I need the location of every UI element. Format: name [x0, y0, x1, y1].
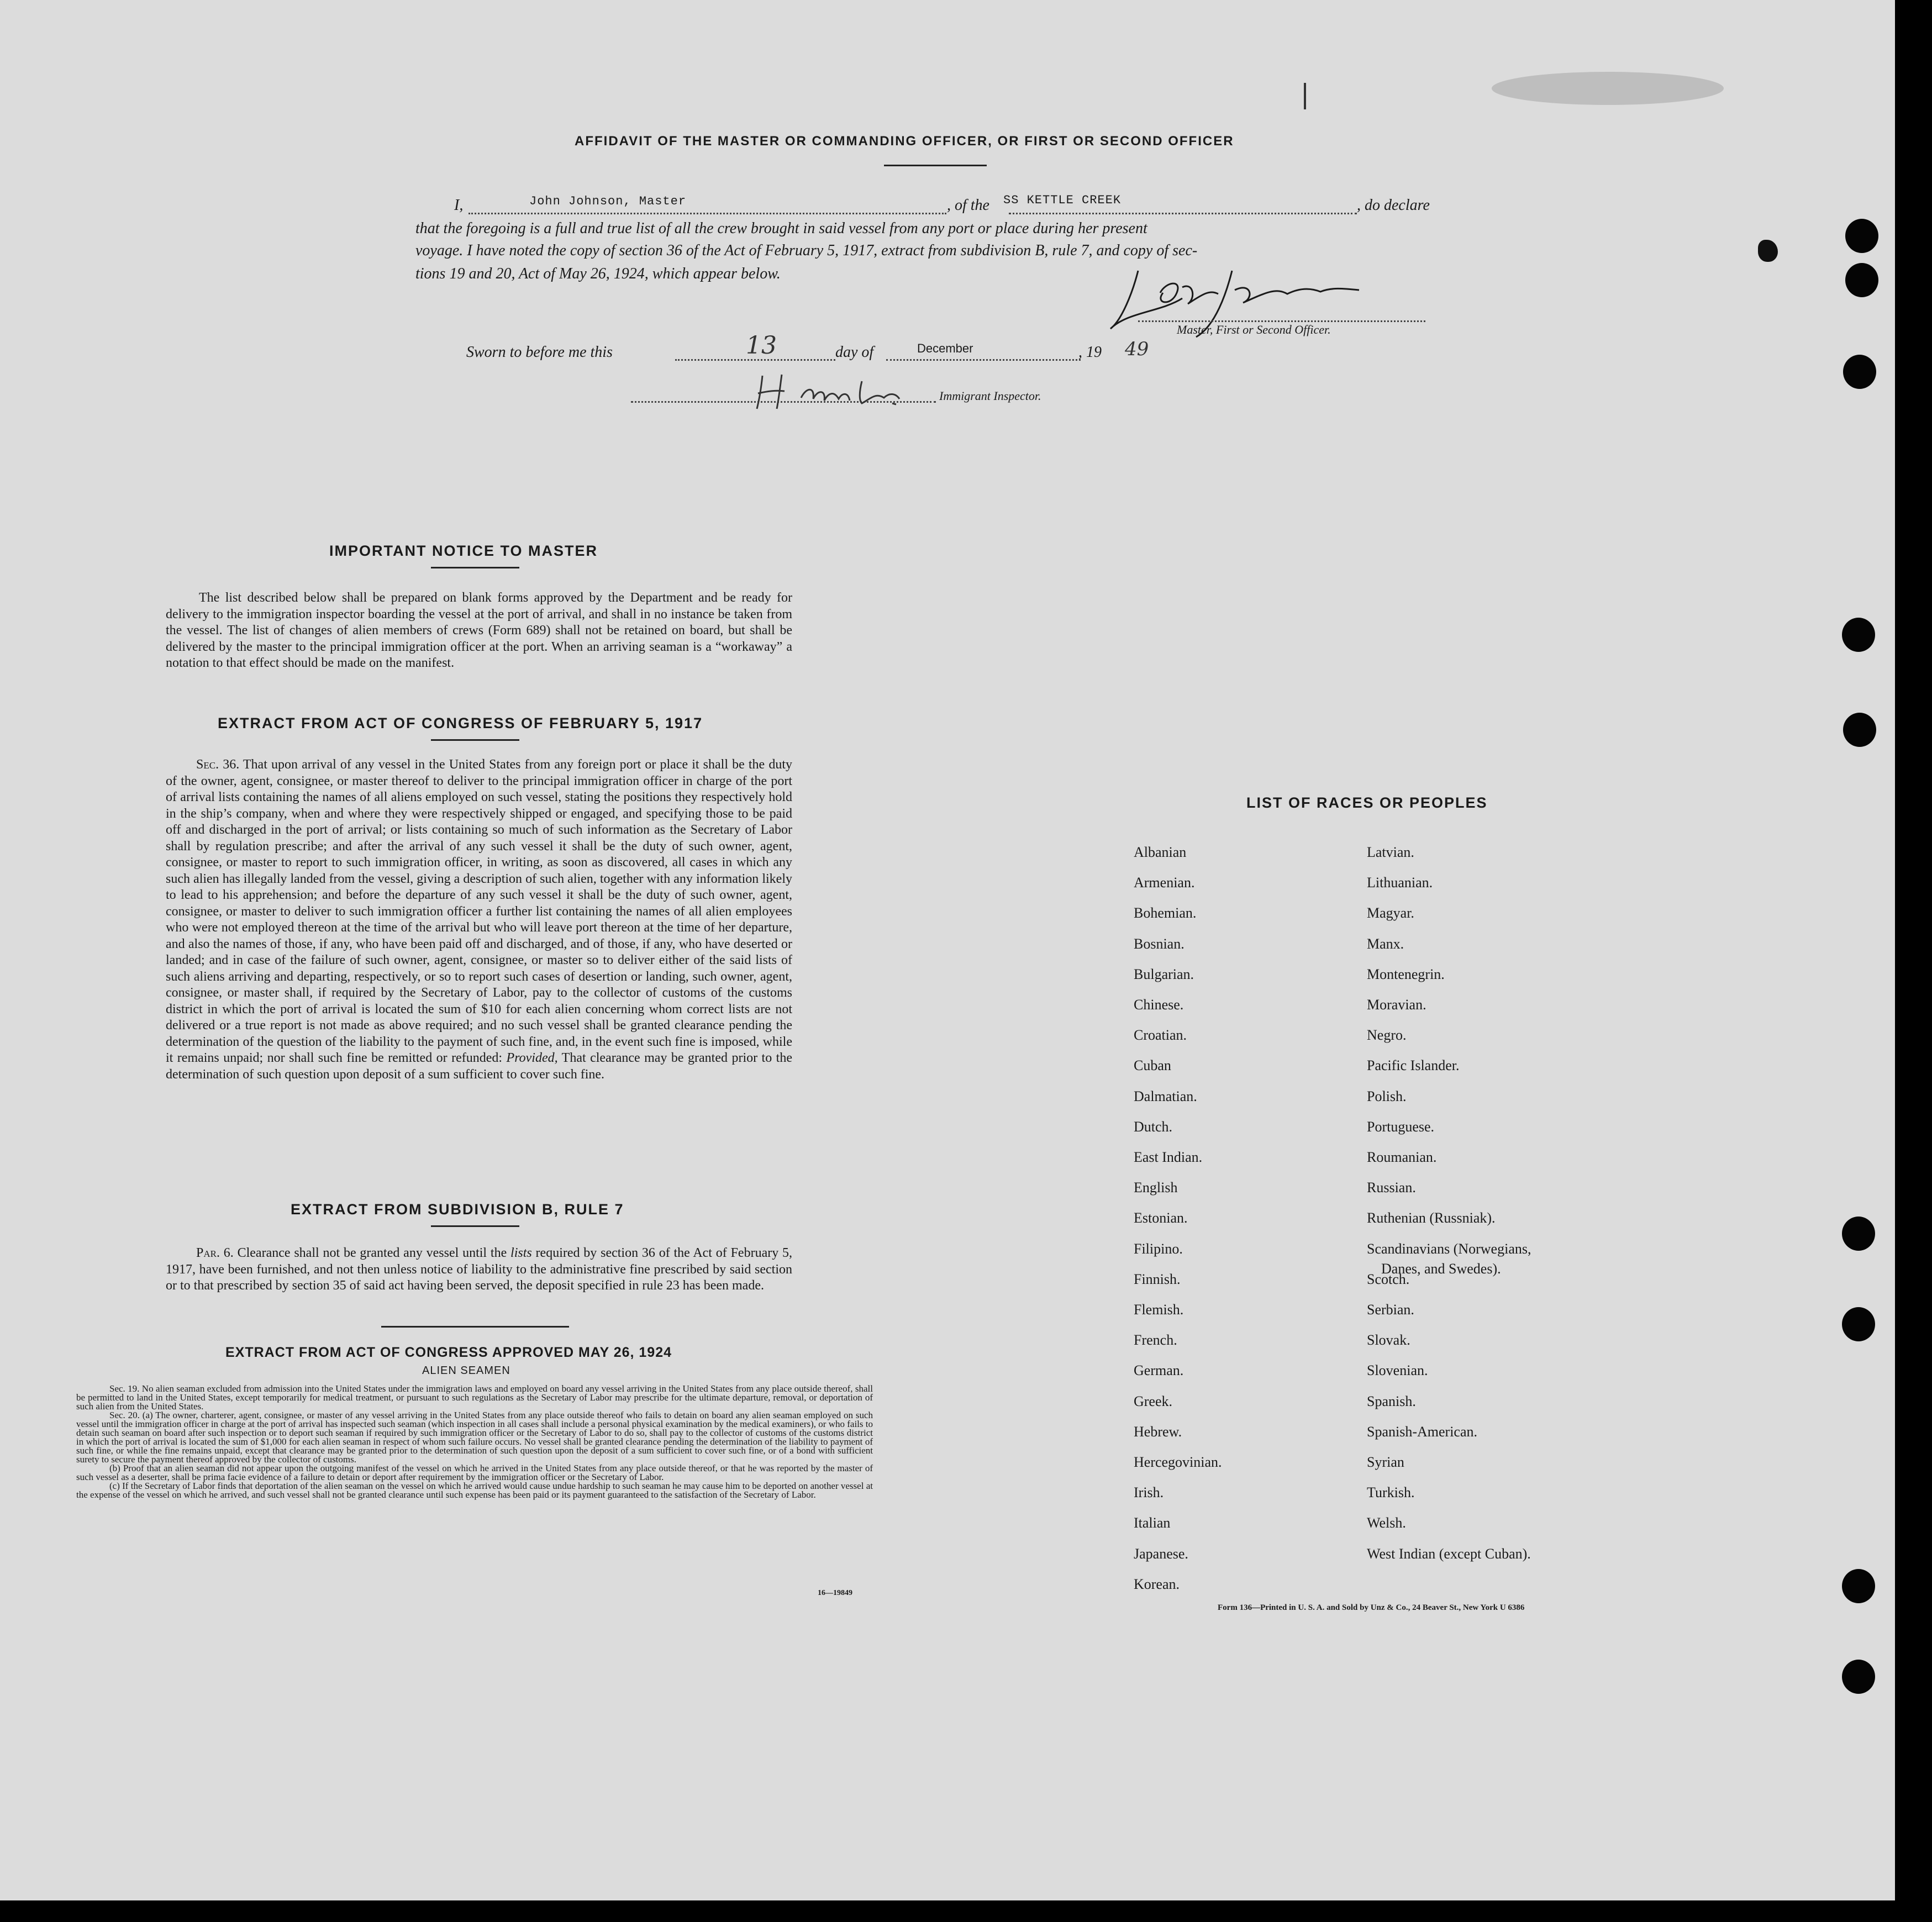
scan-mark [1304, 83, 1306, 109]
race-right-item: Portuguese. [1367, 1118, 1435, 1135]
race-left-item: Cuban [1134, 1057, 1171, 1074]
section-36-body-end: That clearance may be granted prior to the determination of such question upon deposit of a sum sufficient to cover such fine. [166, 1051, 793, 1082]
declare-label: , do declare [1357, 197, 1430, 214]
race-right-item: Negro. [1367, 1027, 1407, 1044]
race-right-item: Russian. [1367, 1179, 1416, 1196]
race-left-item: German. [1134, 1362, 1184, 1379]
master-name-field[interactable]: John Johnson, Master [529, 194, 687, 208]
race-right-item: Serbian. [1367, 1302, 1414, 1318]
inspector-signature [751, 370, 945, 414]
race-right-item: Spanish-American. [1367, 1423, 1478, 1440]
name-line [468, 213, 946, 214]
race-left-item: Hebrew. [1134, 1423, 1182, 1440]
par-6-text [166, 1245, 792, 1294]
punch-hole [1845, 263, 1878, 297]
ink-blot [1758, 240, 1778, 262]
affidavit-line-1: that the foregoing is a full and true list of all the crew brought in said vessel from any port or place during her present [415, 220, 1147, 237]
year-field[interactable]: 49 [1125, 338, 1149, 360]
race-left-item: French. [1134, 1332, 1177, 1349]
race-left-item: Hercegovinian. [1134, 1454, 1222, 1470]
race-right-item: West Indian (except Cuban). [1367, 1545, 1531, 1562]
section-19: Sec. 19. No alien seaman excluded from admission into the United States under the immigration laws and employed on board any vessel arriving in the United States from any place outside thereof, shall be permitted to land in the United States, except temporarily for medical treatment, or pursuant to such regulations as the Secretary of Labor may prescribe for the ultimate departure, removal, or deportation of such alien from the United States. [76, 1383, 873, 1412]
punch-hole [1842, 1569, 1875, 1603]
race-right-item: Magyar. [1367, 905, 1414, 921]
extract-1917-title: EXTRACT FROM ACT OF CONGRESS OF FEBRUARY 5, 1917 [218, 715, 703, 731]
extract-1917-rule [431, 739, 519, 741]
race-left-item: Greek. [1134, 1393, 1173, 1409]
year-prefix: , 19 [1078, 344, 1102, 361]
notice-rule [431, 567, 519, 568]
race-left-item: Flemish. [1134, 1302, 1184, 1318]
affidavit-line-3: tions 19 and 20, Act of May 26, 1924, which appear below. [415, 265, 781, 282]
officer-caption: Master, First or Second Officer. [1177, 323, 1331, 336]
race-left-item: Korean. [1134, 1576, 1180, 1592]
race-right-item: Ruthenian (Russniak). [1367, 1210, 1496, 1226]
section-20a: Sec. 20. (a) The owner, charterer, agent, consignee, or master of any vessel arriving in the United States from any place outside thereof who fails to detain on board any alien seaman employed on such vessel until the immigration officer in charge at the port of arrival has inspected such seaman (which inspection in all cases shall include a personal physical examination by the medical examiners), or who fails to detain such seaman on board after such inspection or to deport such seaman if required by such immigration officer or the Secretary of Labor to do so, shall pay to the collector of customs of the customs district in which the port of arrival is located the sum of $1,000 for each alien seaman in respect of whom such failure occurs. No vessel shall be granted clearance pending the determination of the liability to payment of such fine, or while the fine remains unpaid, except that clearance may be granted prior to the determination of such question upon the deposit of a sum sufficient to cover such fine, or of a bond with sufficient surety to secure the payment thereof approved by the collector of customs. [76, 1410, 873, 1465]
day-of-label: day of [835, 344, 874, 361]
race-right-item: Syrian [1367, 1454, 1404, 1470]
notice-body: The list described below shall be prepared on blank forms approved by the Department and be ready for delivery to the immigration inspector boarding the vessel at the port of arrival, and shall in no instance be taken from the vessel. The list of changes of alien members of crews (Form 689) shall not be retained on board, but shall be delivered by the master to the principal immigration officer at the port. When an arriving seaman is a “workaway” a notation to that effect should be made on the manifest. [166, 591, 792, 670]
race-left-item: Bulgarian. [1134, 966, 1194, 982]
par-6-body-end: required by section 36 of the Act of February 5, 1917, have been furnished, and not then unless notice of liability to the administrative fine prescribed by said section or to that prescribed by section 35 of said act having been served, the deposit specified in rule 23 has been made. [166, 1246, 793, 1293]
race-right-item: Manx. [1367, 935, 1404, 952]
race-left-item: Finnish. [1134, 1271, 1181, 1287]
title-rule [884, 165, 987, 166]
race-right-item: Montenegrin. [1367, 966, 1445, 982]
vessel-line [1009, 213, 1357, 214]
race-left-item: Japanese. [1134, 1545, 1188, 1562]
race-right-item: Slovenian. [1367, 1362, 1428, 1379]
par-6-label: Par. 6. [196, 1246, 234, 1260]
affidavit-title: AFFIDAVIT OF THE MASTER OR COMMANDING OFFICER, OR FIRST OR SECOND OFFICER [575, 134, 1234, 149]
vessel-name-field[interactable]: SS KETTLE CREEK [1003, 193, 1122, 207]
races-title: LIST OF RACES OR PEOPLES [1246, 794, 1488, 811]
sworn-label: Sworn to before me this [466, 344, 613, 361]
race-left-item: Bohemian. [1134, 905, 1197, 921]
race-right-item: Lithuanian. [1367, 875, 1433, 891]
race-right-item: Scotch. [1367, 1271, 1410, 1287]
notice-title: IMPORTANT NOTICE TO MASTER [329, 543, 598, 559]
race-right-item: Moravian. [1367, 997, 1426, 1013]
race-right-item: Turkish. [1367, 1484, 1415, 1501]
punch-hole [1842, 618, 1875, 652]
rule-7-rule [431, 1225, 519, 1227]
punch-hole [1843, 713, 1876, 747]
of-the-label: , of the [947, 197, 989, 214]
race-left-item: Bosnian. [1134, 935, 1185, 952]
race-right-item: Pacific Islander. [1367, 1057, 1460, 1074]
punch-hole [1843, 355, 1876, 389]
section-36-body: That upon arrival of any vessel in the United States from any foreign port or place it shall be the duty of the owner, agent, consignee, or master thereof to deliver to the principal immigration officer in charge of the port of arrival lists containing the names of all aliens employed on such vessel, stating the positions they respectively hold in the ship’s company, when and where they were respectively shipped or engaged, and specifying those to be paid off and discharged in the port of arrival; or lists containing so much of such information as the Secretary of Labor shall by regulation prescribe; and after the arrival of any such vessel it shall be the duty of such owner, agent, consignee, or master to report to such immigration officer, in writing, as soon as discovered, all cases in which any such alien has illegally landed from the vessel, giving a description of such alien, together with any information likely to lead to his apprehension; and before the departure of any such vessel it shall be the duty of such owner, agent, consignee, or master to deliver to such immigration officer a further list containing the names of all alien employees who were not employed thereon at the time of the arrival but who will leave port thereon at the time of her departure, and also the names of those, if any, who have been paid off and discharged, and of those, if any, who have deserted or landed; and in case of the failure of such owner, agent, consignee, or master so to deliver either of the said lists of such aliens arriving and departing, respectively, or so to report such cases of desertion or landing, such owner, agent, consignee, or master shall, if required by the Secretary of Labor, pay to the collector of customs of the customs district in which the port of arrival is located the sum of $10 for each alien concerning whom correct lists are not delivered or a true report is not made as above required; and no such vessel shall be granted clearance pending the determination of the question of the liability to the payment of such fine, and, in the event such fine is imposed, while it remains unpaid; nor shall such fine be remitted or refunded: [166, 757, 792, 1065]
race-left-item: Filipino. [1134, 1240, 1183, 1257]
race-right-item: Scandinavians (Norwegians, [1367, 1240, 1531, 1257]
extract-1924-title: EXTRACT FROM ACT OF CONGRESS APPROVED MAY 26, 1924 [225, 1345, 672, 1360]
race-left-item: Albanian [1134, 844, 1187, 860]
i-label: I, [454, 197, 464, 214]
race-left-item: Dutch. [1134, 1118, 1173, 1135]
race-left-item: East Indian. [1134, 1149, 1203, 1165]
race-left-item: Irish. [1134, 1484, 1164, 1501]
section-20b: (b) Proof that an alien seaman did not appear upon the outgoing manifest of the vessel on which he arrived in the United States from any place outside thereof, or that he was reported by the master of such vessel as a deserter, shall be prima facie evidence of a failure to detain or deport after requirement by the immigration officer or the Secretary of Labor. [76, 1463, 873, 1482]
race-right-item: Welsh. [1367, 1515, 1406, 1531]
lists-word: lists [510, 1246, 532, 1260]
alien-seamen-subtitle: ALIEN SEAMEN [422, 1365, 510, 1377]
race-left-item: Estonian. [1134, 1210, 1188, 1226]
race-left-item: Dalmatian. [1134, 1088, 1197, 1104]
punch-hole [1842, 1660, 1875, 1694]
par-6-body: Clearance shall not be granted any vessel until the [237, 1246, 507, 1260]
inspector-caption: Immigrant Inspector. [939, 389, 1041, 403]
section-20c: (c) If the Secretary of Labor finds that deportation of the alien seaman on the vessel on which he arrived would cause undue hardship to such seaman he may cause him to be deported on another vessel at the expense of the vessel on which he arrived, and such vessel shall not be granted clearance until such expense has been paid or its payment guaranteed to the satisfaction of the Secretary of Labor. [76, 1481, 873, 1500]
punch-hole [1842, 1307, 1875, 1341]
race-right-item: Latvian. [1367, 844, 1414, 860]
punch-hole [1842, 1217, 1875, 1251]
race-left-item: English [1134, 1179, 1178, 1196]
race-left-item: Croatian. [1134, 1027, 1187, 1044]
print-code: 16—19849 [818, 1589, 852, 1597]
rule-7-title: EXTRACT FROM SUBDIVISION B, RULE 7 [291, 1201, 624, 1218]
month-field[interactable]: December [917, 341, 973, 355]
section-36-label: Sec. 36. [196, 757, 240, 772]
race-right-item: Roumanian. [1367, 1149, 1437, 1165]
race-right-item: Danes, and Swedes). [1381, 1260, 1501, 1277]
race-left-item: Armenian. [1134, 875, 1195, 891]
race-right-item: Spanish. [1367, 1393, 1416, 1409]
rule-7-end-rule [381, 1326, 569, 1328]
form-footer: Form 136—Printed in U. S. A. and Sold by Unz & Co., 24 Beaver St., New York U 6386 [1218, 1603, 1525, 1612]
punch-hole [1845, 219, 1878, 253]
race-right-item: Polish. [1367, 1088, 1407, 1104]
section-36-text [166, 757, 792, 1083]
race-left-item: Italian [1134, 1515, 1171, 1531]
race-left-item: Chinese. [1134, 997, 1184, 1013]
month-line [886, 359, 1081, 361]
scan-smudge [1492, 72, 1724, 105]
provided-word: Provided, [506, 1051, 558, 1065]
race-right-item: Slovak. [1367, 1332, 1410, 1349]
extract-1924-body [76, 1384, 873, 1499]
day-field[interactable]: 13 [746, 331, 777, 360]
officer-signature-line [1138, 320, 1425, 322]
affidavit-line-2: voyage. I have noted the copy of section 36 of the Act of February 5, 1917, extract from subdivision B, rule 7, and copy of sec- [415, 242, 1198, 259]
